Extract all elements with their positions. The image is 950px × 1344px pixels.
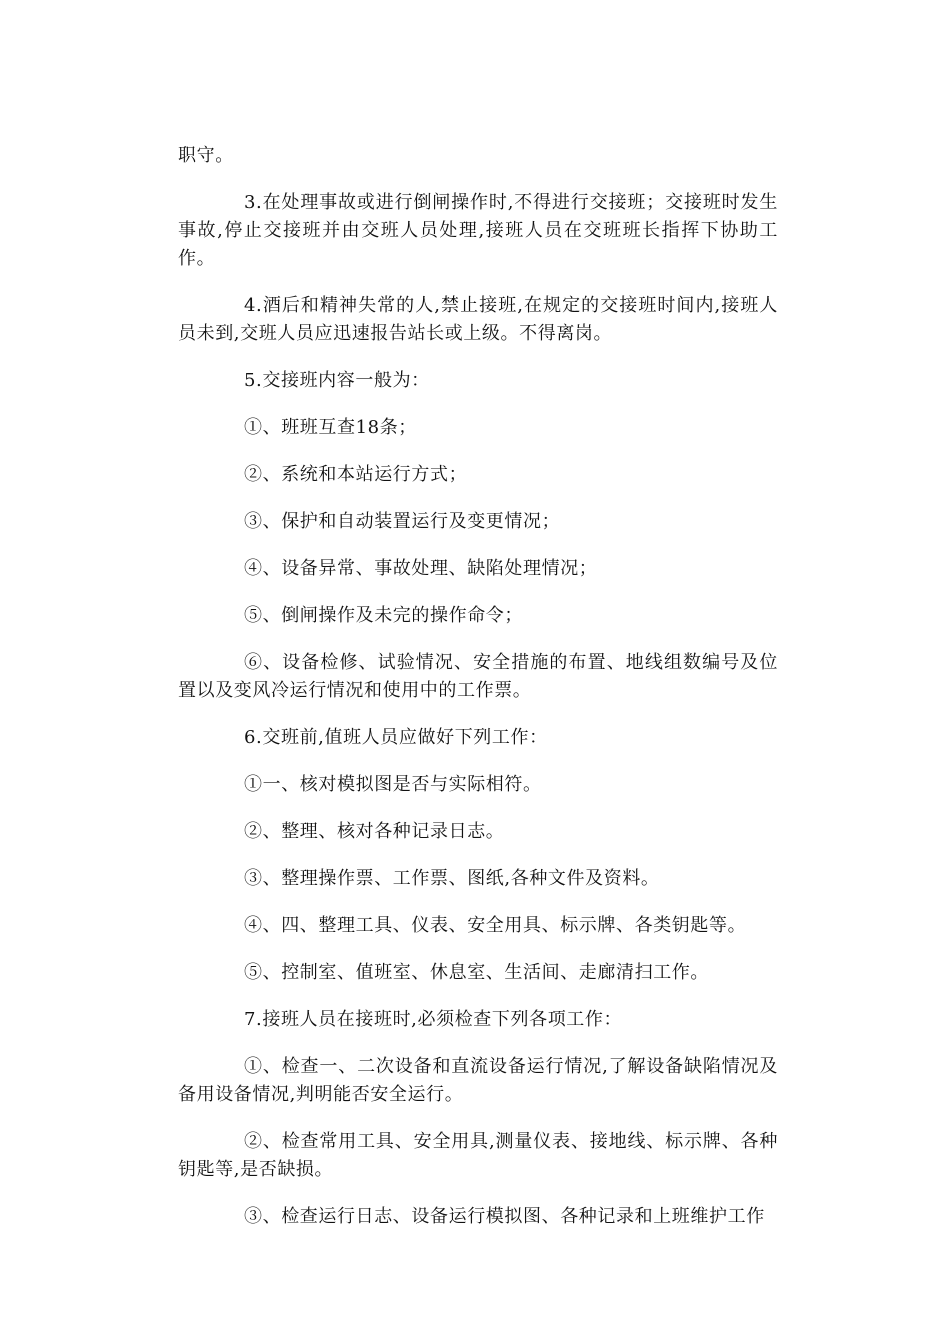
list-item: ①、班班互查18条； xyxy=(244,417,417,438)
paragraph: 7.接班人员在接班时,必须检查下列各项工作： xyxy=(244,1009,623,1030)
list-item: ②、整理、核对各种记录日志。 xyxy=(244,821,505,842)
paragraph: 6.交班前,值班人员应做好下列工作： xyxy=(244,727,548,748)
list-item: ④、设备异常、事故处理、缺陷处理情况； xyxy=(244,558,598,579)
list-item: ③、保护和自动装置运行及变更情况； xyxy=(244,511,561,532)
paragraph: 5.交接班内容一般为： xyxy=(244,370,430,391)
list-item: ③、整理操作票、工作票、图纸,各种文件及资料。 xyxy=(244,868,660,889)
list-item: ⑤、控制室、值班室、休息室、生活间、走廊清扫工作。 xyxy=(244,962,709,983)
list-item: ③、检查运行日志、设备运行模拟图、各种记录和上班维护工作 xyxy=(244,1206,765,1227)
list-item: ②、系统和本站运行方式； xyxy=(244,464,468,485)
paragraph: 4.酒后和精神失常的人,禁止接班,在规定的交接班时间内,接班人员未到,交班人员应迅速报告站长或上级。不得离岗。 xyxy=(178,295,778,344)
document-body xyxy=(178,142,778,1250)
paragraph: 职守。 xyxy=(178,145,234,166)
paragraph: 3.在处理事故或进行倒闸操作时,不得进行交接班；交接班时发生事故,停止交接班并由交班人员处理,接班人员在交班班长指挥下协助工作。 xyxy=(178,192,778,269)
list-item: ⑤、倒闸操作及未完的操作命令； xyxy=(244,605,523,626)
list-item: ⑥、设备检修、试验情况、安全措施的布置、地线组数编号及位置以及变风冷运行情况和使用中的工作票。 xyxy=(178,652,778,701)
list-item: ①一、核对模拟图是否与实际相符。 xyxy=(244,774,542,795)
list-item: ①、检查一、二次设备和直流设备运行情况,了解设备缺陷情况及备用设备情况,判明能否安全运行。 xyxy=(178,1056,778,1105)
list-item: ④、四、整理工具、仪表、安全用具、标示牌、各类钥匙等。 xyxy=(244,915,747,936)
list-item: ②、检查常用工具、安全用具,测量仪表、接地线、标示牌、各种钥匙等,是否缺损。 xyxy=(178,1131,778,1180)
